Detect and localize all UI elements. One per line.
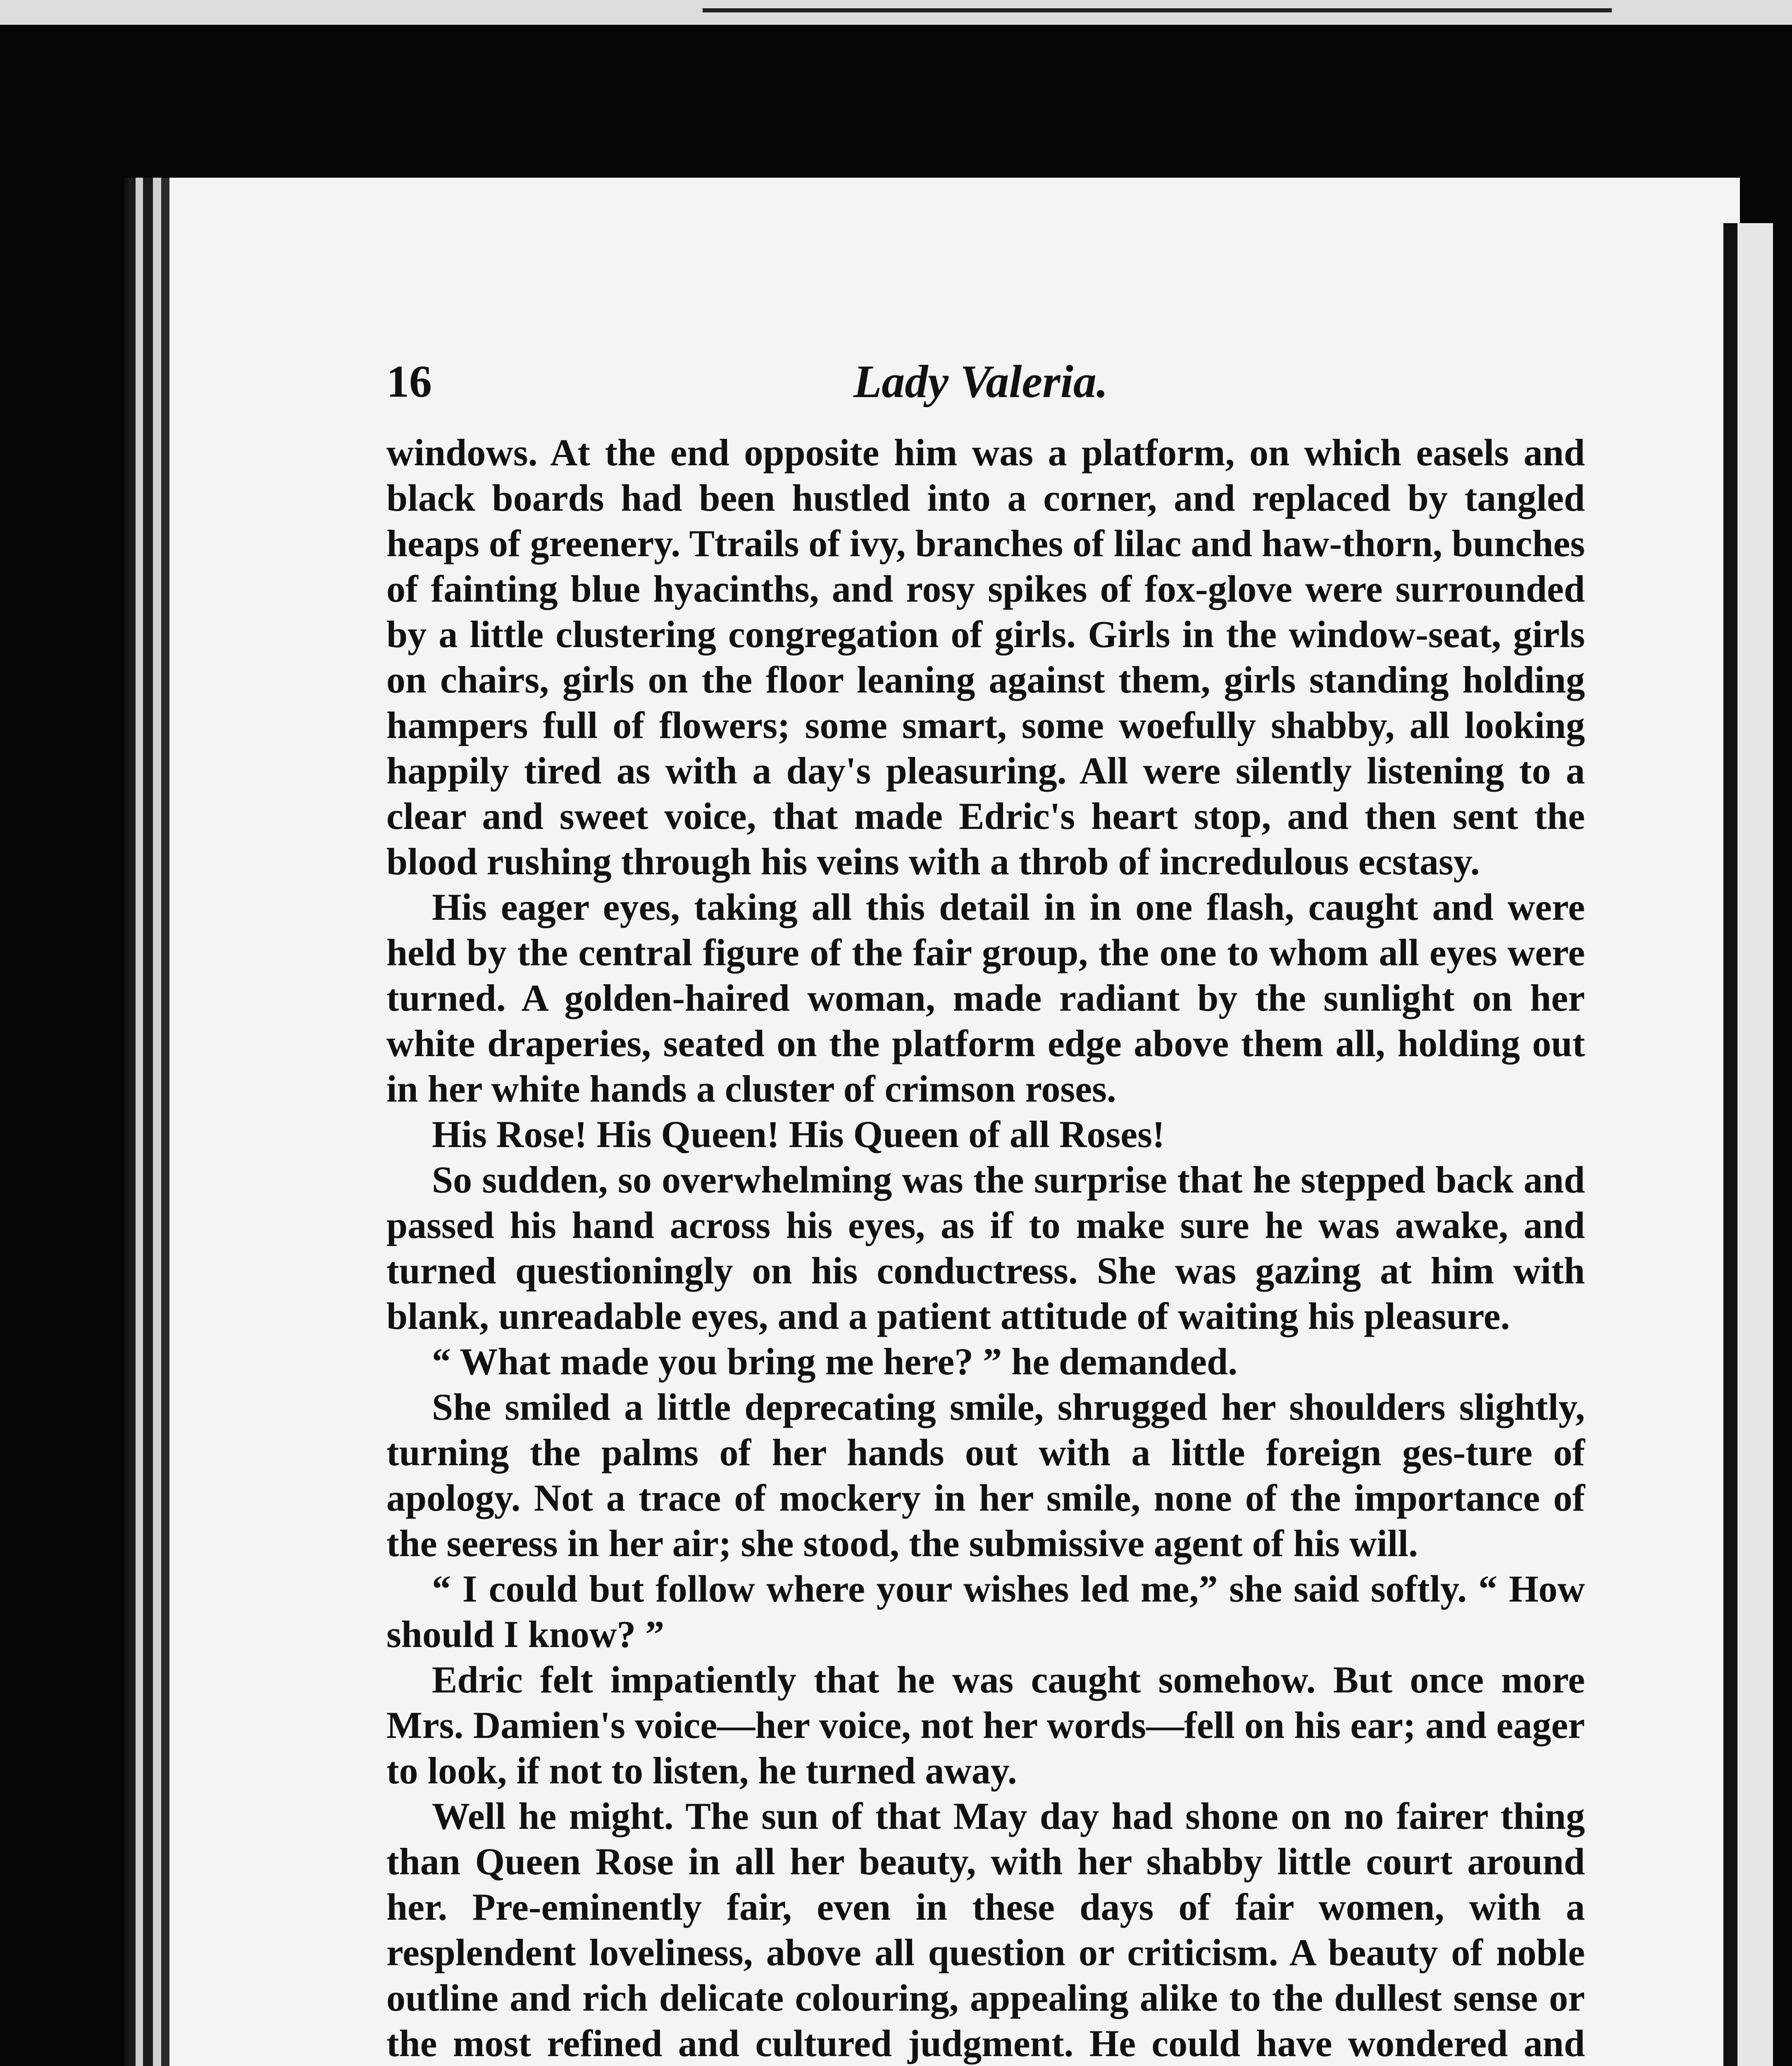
facing-page-lip [1737,223,1773,2066]
page-number: 16 [386,356,432,407]
paragraph: She smiled a little deprecating smile, shrugged her shoulders slightly, turning the palms of her hands out with a little foreign ges-ture of apology. Not a trace of mockery in her smile, none of the importance of the seeress in her air; she stood, the submissive agent of his will. [386,1386,1585,1564]
paragraph: Edric felt impatiently that he was caught somehow. But once more Mrs. Damien's voice—her voice, not her words—fell on his ear; and eager to look, if not to listen, he turned away. [386,1659,1585,1792]
page-header [386,355,1593,409]
body-text [386,430,1585,2066]
running-title: Lady Valeria. [853,356,1108,407]
paragraph: His Rose! His Queen! His Queen of all Roses! [432,1113,1165,1155]
scan-top-mark [703,8,1612,12]
paragraph: windows. At the end opposite him was a platform, on which easels and black boards had been hustled into a corner, and replaced by tangled heaps of greenery. Ttrails of ivy, branches of lilac and haw-thorn, bunches of fainting blue hyacinths, and rosy spikes of fox-glove were surrounded by a little clustering congregation of girls. Girls in the window-seat, girls on chairs, girls on the floor leaning against them, girls standing holding hampers full of flowers; some smart, some woefully shabby, all looking happily tired as with a day's pleasuring. All were silently listening to a clear and sweet voice, that made Edric's heart stop, and then sent the blood rushing through his veins with a throb of incredulous ecstasy. [386,431,1585,883]
paragraph: So sudden, so overwhelming was the surprise that he stepped back and passed his hand across his eyes, as if to make sure he was awake, and turned questioningly on his conductress. She was gazing at him with blank, unreadable eyes, and a patient attitude of waiting his pleasure. [386,1159,1585,1337]
paragraph: His eager eyes, taking all this detail in in one flash, caught and were held by the central figure of the fair group, the one to whom all eyes were turned. A golden-haired woman, made radiant by the sunlight on her white draperies, seated on the platform edge above them all, holding out in her white hands a cluster of crimson roses. [386,886,1585,1110]
facing-page-edge [1723,223,1773,2066]
paragraph: Well he might. The sun of that May day had shone on no fairer thing than Queen Rose in all her beauty, with her shabby little court around her. Pre-eminently fair, even in these days of fair women, with a resplendent loveliness, above all question or criticism. A beauty of noble outline and rich delicate colouring, appealing alike to the dullest sense or the most refined and cultured judgment. He could have wondered and [386,1795,1585,2064]
paragraph: “ I could but follow where your wishes led me,” she said softly. “ How should I know? ” [386,1568,1585,1655]
paragraph: “ What made you bring me here? ” he demanded. [432,1340,1238,1383]
scan-top-strip [0,0,1792,25]
